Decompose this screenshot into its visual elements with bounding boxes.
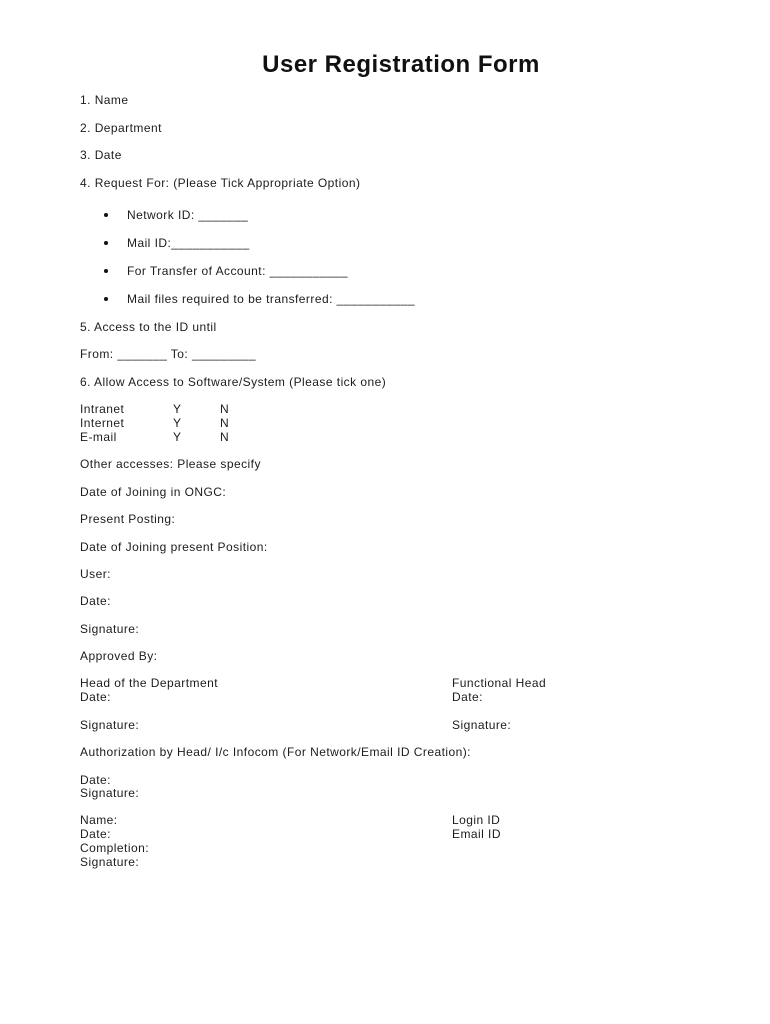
- access-table-row: [0, 416, 770, 430]
- request-option-network-id: [0, 208, 770, 222]
- date-of-joining-position-label: Date of Joining present Position:: [80, 540, 268, 554]
- head-of-department-label: Head of the Department: [80, 676, 218, 690]
- request-option-label: Mail ID:___________: [127, 236, 250, 250]
- authorization-label: Authorization by Head/ I/c Infocom (For Network/Email ID Creation):: [80, 745, 471, 759]
- authorization-signature-label: Signature:: [80, 786, 140, 800]
- user-label: User:: [80, 567, 111, 581]
- email-id-label: Email ID: [452, 827, 501, 841]
- request-option-label: Network ID: _______: [127, 208, 249, 222]
- user-signature-label: Signature:: [80, 622, 140, 636]
- access-until-label: 5. Access to the ID until: [80, 320, 217, 334]
- request-option-transfer-account: [0, 264, 770, 278]
- access-yes-option: Y: [173, 402, 182, 416]
- access-system-name: E-mail: [80, 430, 117, 444]
- bullet-icon: [104, 297, 108, 301]
- bullet-icon: [104, 213, 108, 217]
- head-of-department-date-label: Date:: [80, 690, 111, 704]
- approved-by-label: Approved By:: [80, 649, 158, 663]
- request-option-label: Mail files required to be transferred: ___________: [127, 292, 415, 306]
- access-yes-option: Y: [173, 430, 182, 444]
- functional-head-signature-label: Signature:: [452, 718, 512, 732]
- request-option-label: For Transfer of Account: ___________: [127, 264, 349, 278]
- request-option-mail-files: [0, 292, 770, 306]
- request-option-mail-id: [0, 236, 770, 250]
- functional-head-label: Functional Head: [452, 676, 547, 690]
- head-of-department-signature-label: Signature:: [80, 718, 140, 732]
- bullet-icon: [104, 241, 108, 245]
- present-posting-label: Present Posting:: [80, 512, 176, 526]
- bullet-icon: [104, 269, 108, 273]
- name-label: 1. Name: [80, 93, 129, 107]
- other-accesses-label: Other accesses: Please specify: [80, 457, 261, 471]
- access-system-name: Intranet: [80, 402, 125, 416]
- completion-signature-label: Signature:: [80, 855, 140, 869]
- access-system-name: Internet: [80, 416, 125, 430]
- functional-head-date-label: Date:: [452, 690, 483, 704]
- authorization-date-label: Date:: [80, 773, 111, 787]
- access-table-row: [0, 430, 770, 444]
- access-no-option: N: [220, 430, 230, 444]
- access-yes-option: Y: [173, 416, 182, 430]
- request-for-label: 4. Request For: (Please Tick Appropriate Option): [80, 176, 361, 190]
- form-title: User Registration Form: [262, 51, 540, 78]
- department-label: 2. Department: [80, 121, 162, 135]
- from-to-line: From: _______ To: _________: [80, 347, 257, 361]
- login-id-label: Login ID: [452, 813, 501, 827]
- access-table-row: [0, 402, 770, 416]
- completion-name-label: Name:: [80, 813, 118, 827]
- access-no-option: N: [220, 402, 230, 416]
- completion-label: Completion:: [80, 841, 149, 855]
- date-label: 3. Date: [80, 148, 122, 162]
- user-date-label: Date:: [80, 594, 111, 608]
- allow-access-label: 6. Allow Access to Software/System (Please tick one): [80, 375, 387, 389]
- completion-date-label: Date:: [80, 827, 111, 841]
- date-of-joining-ongc-label: Date of Joining in ONGC:: [80, 485, 227, 499]
- access-no-option: N: [220, 416, 230, 430]
